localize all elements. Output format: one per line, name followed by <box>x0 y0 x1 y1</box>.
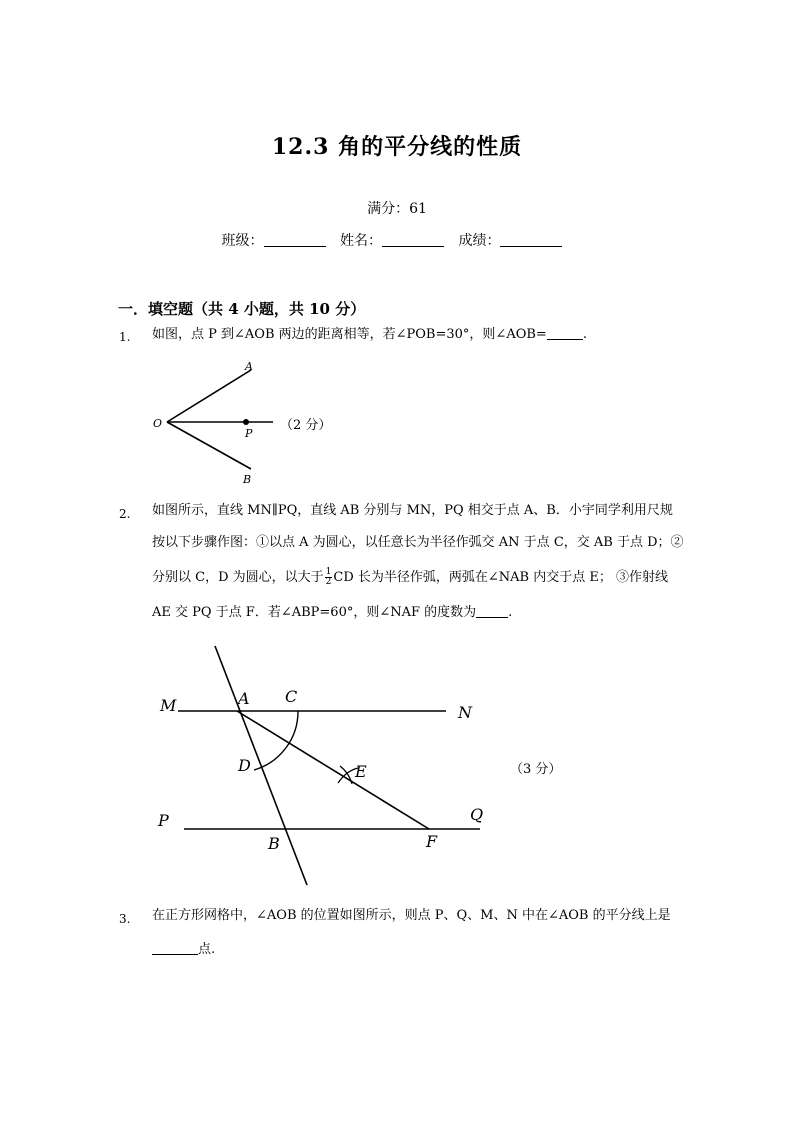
q1-score: （2 分） <box>280 418 332 433</box>
q1-number: 1. <box>119 330 131 344</box>
q2-ray-af <box>237 711 429 829</box>
q2-label-q: Q <box>470 805 484 824</box>
q2-label-e: E <box>355 762 367 781</box>
q1-text-a: 如图，点 P 到∠AOB 两边的距离相等，若∠POB=30°，则∠AOB= <box>152 327 547 342</box>
q2-line3-b: CD 长为半径作弧，两弧在∠NAB 内交于点 E； ③作射线 <box>333 570 668 585</box>
q2-label-a: A <box>238 689 250 708</box>
grade-blank[interactable] <box>500 232 562 247</box>
q2-label-m: M <box>160 696 177 715</box>
q1-ray-ob <box>167 422 251 469</box>
q2-label-c: C <box>285 687 298 706</box>
q2-line3 <box>152 568 668 587</box>
q1-text-b: . <box>582 327 587 342</box>
q2-line4-b: . <box>508 605 513 620</box>
class-blank[interactable] <box>264 232 326 247</box>
class-label: 班级： <box>221 233 264 249</box>
q2-fraction: $\frac{1}{2}$ <box>325 567 332 587</box>
q2-line4 <box>152 604 512 622</box>
q1-label-a: A <box>245 360 253 373</box>
name-blank[interactable] <box>382 232 444 247</box>
full-score: 满分：61 <box>367 201 427 217</box>
q1-label-b: B <box>243 473 252 486</box>
q2-number: 2. <box>119 507 131 521</box>
q1-angle-figure <box>145 355 285 490</box>
q3-answer-blank[interactable] <box>152 942 198 955</box>
q2-label-n: N <box>458 703 472 722</box>
q2-line2: 按以下步骤作图：①以点 A 为圆心，以任意长为半径作弧交 AN 于点 C，交 AB 于点 D；② <box>152 535 684 550</box>
q1-ray-oa <box>167 370 251 422</box>
page-title: 12.3 角的平分线的性质 <box>271 134 523 160</box>
q3-line1: 在正方形网格中，∠AOB 的位置如图所示，则点 P、Q、M、N 中在∠AOB 的平分线上是 <box>152 908 671 923</box>
q3-line2 <box>152 941 215 959</box>
q2-line3-a: 分别以 C，D 为圆心，以大于 <box>152 570 324 585</box>
q3-number: 3. <box>119 912 131 926</box>
q1-label-o: O <box>153 417 163 430</box>
q1-label-p: P <box>245 427 253 440</box>
q2-score: （3 分） <box>510 762 562 777</box>
name-label: 姓名： <box>340 233 382 249</box>
q1-point-p <box>243 419 249 425</box>
q2-label-p: P <box>158 811 169 830</box>
q2-line1: 如图所示，直线 MN∥PQ，直线 AB 分别与 MN，PQ 相交于点 A、B．小宇同学利用尺规 <box>152 503 673 518</box>
q2-label-b: B <box>268 834 280 853</box>
section-heading: 一．填空题（共 4 小题，共 10 分） <box>118 300 366 318</box>
q1-text <box>152 326 587 344</box>
q2-arc-cd <box>254 711 298 770</box>
q2-line-ab <box>215 646 307 885</box>
q2-line4-a: AE 交 PQ 于点 F．若∠ABP=60°，则∠NAF 的度数为 <box>152 605 477 620</box>
q2-construction-figure <box>150 640 500 890</box>
grade-label: 成绩： <box>458 233 501 249</box>
q2-label-d: D <box>238 756 251 775</box>
q3-line2-text: 点. <box>198 942 216 957</box>
q2-label-f: F <box>426 832 438 851</box>
q2-answer-blank[interactable] <box>476 605 508 618</box>
student-info-line <box>0 230 794 250</box>
q1-answer-blank[interactable] <box>547 327 583 340</box>
